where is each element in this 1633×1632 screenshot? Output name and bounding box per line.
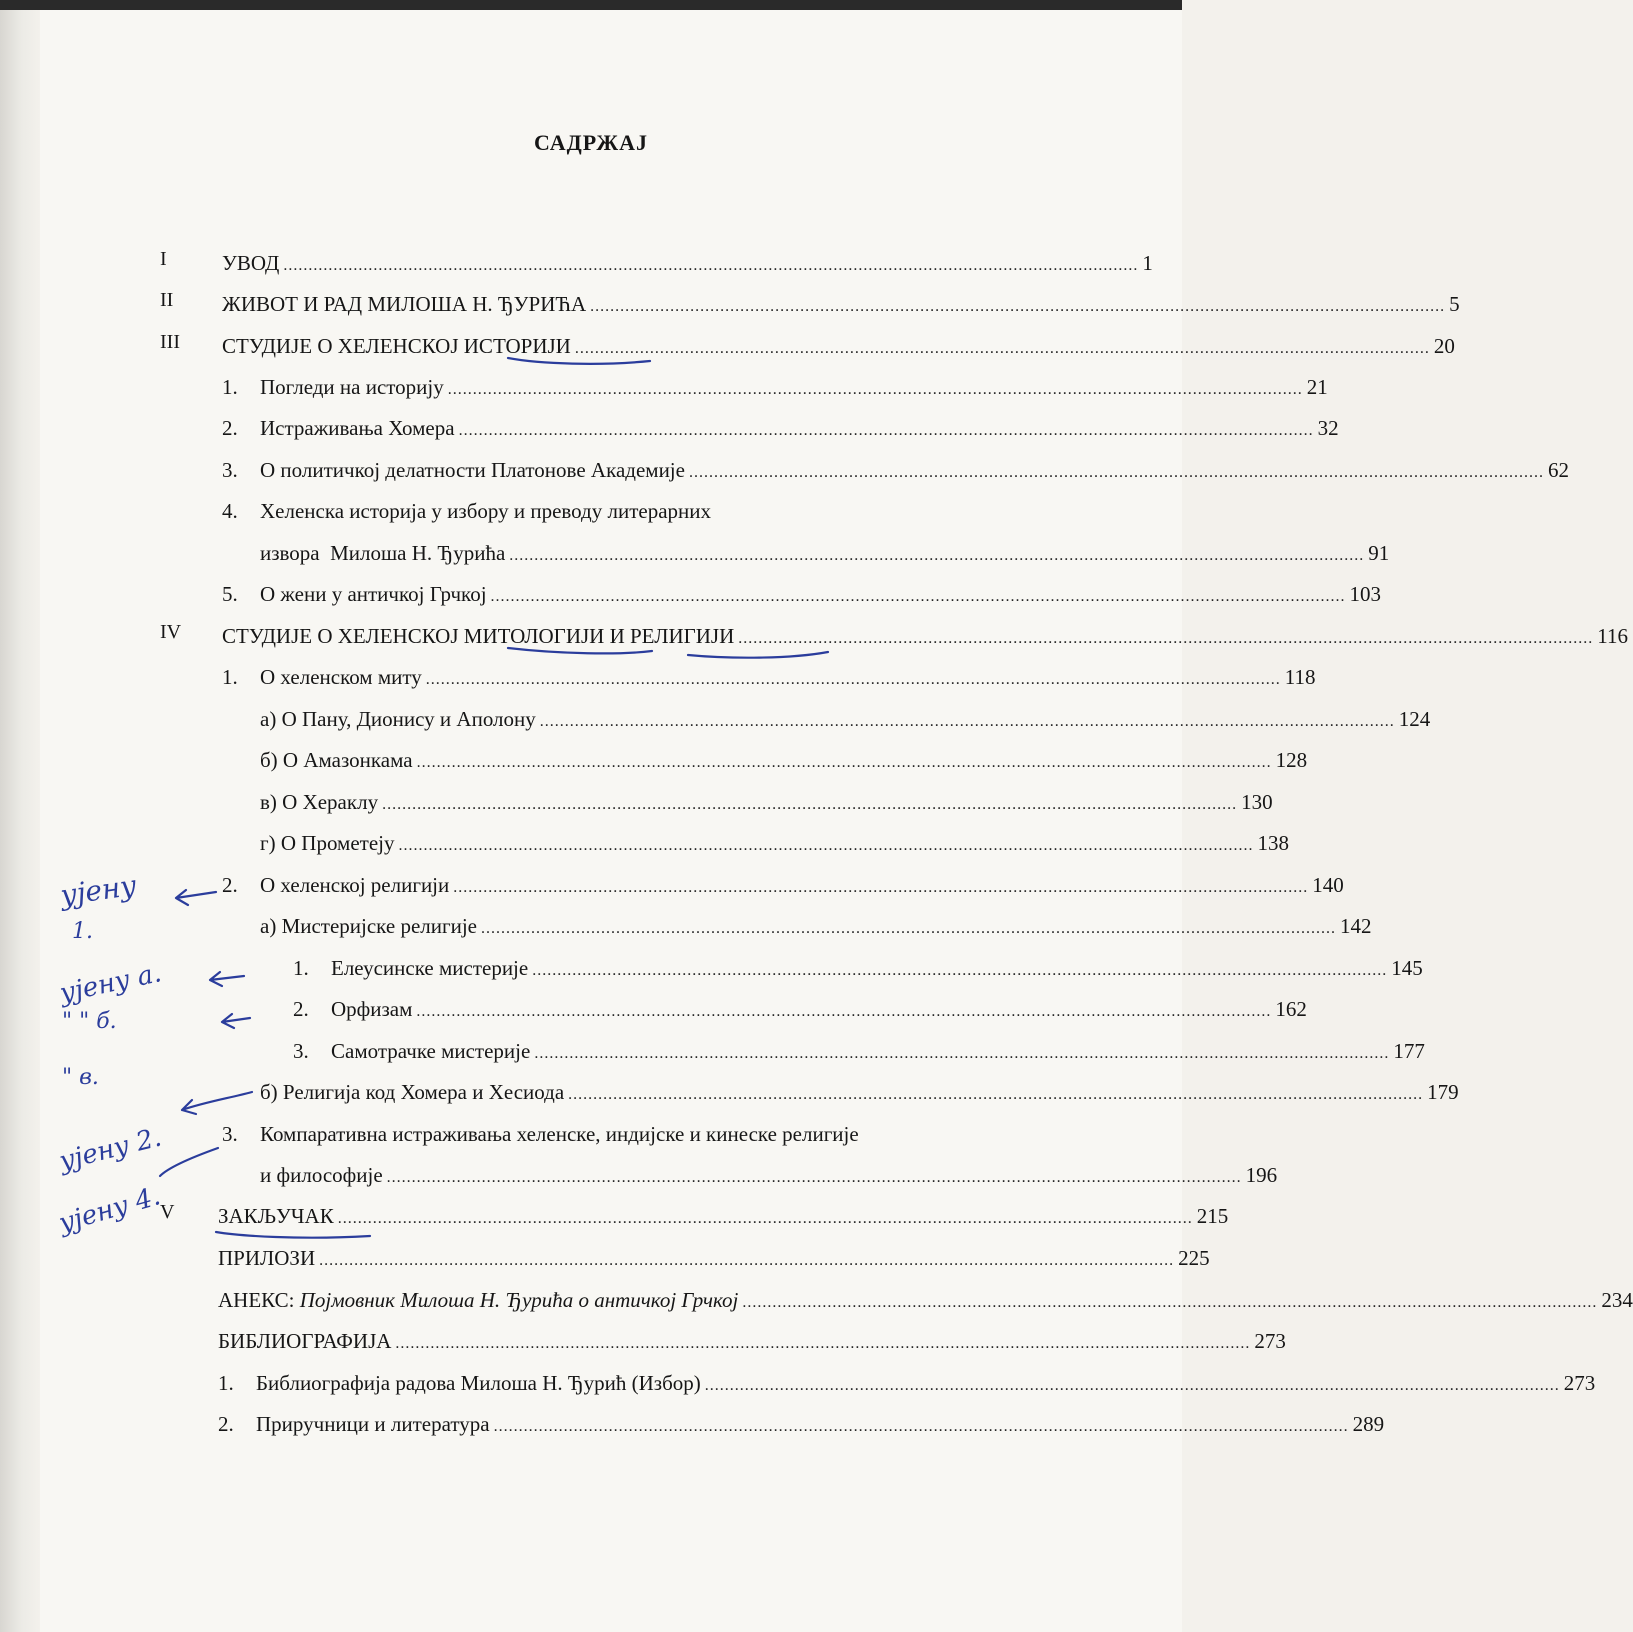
toc-entry-label: Орфизам bbox=[331, 997, 413, 1021]
toc-entry-label: б) О Амазонкама bbox=[260, 748, 413, 772]
dot-leader: ........................................................................................................................................................................... bbox=[453, 879, 1309, 896]
toc-entry-continuation bbox=[260, 538, 1390, 568]
toc-page-number: 128 bbox=[1275, 748, 1308, 772]
toc-page-number: 62 bbox=[1547, 458, 1569, 482]
toc-entry bbox=[222, 621, 1629, 651]
toc-entry bbox=[218, 1409, 1385, 1439]
handwritten-note: " " б. bbox=[62, 1009, 117, 1034]
dot-leader: ........................................................................................................................................................................... bbox=[539, 713, 1395, 730]
dot-leader: ........................................................................................................................................................................... bbox=[283, 257, 1139, 274]
toc-entry-label: О хеленској религији bbox=[260, 873, 450, 897]
toc-entry bbox=[260, 911, 1372, 941]
dot-leader: ........................................................................................................................................................................... bbox=[738, 630, 1594, 647]
handwritten-note: ујену 2. bbox=[56, 1122, 165, 1177]
toc-entry-label: извора Милоша Н. Ђурића bbox=[260, 541, 506, 565]
dot-leader: ........................................................................................................................................................................... bbox=[458, 422, 1314, 439]
toc-entry bbox=[222, 248, 1153, 278]
toc-entry-number: 1. bbox=[222, 375, 238, 399]
dot-leader: ........................................................................................................................................................................... bbox=[319, 1252, 1175, 1269]
dot-leader: ........................................................................................................................................................................... bbox=[490, 588, 1346, 605]
toc-page-number: 273 bbox=[1254, 1329, 1286, 1353]
toc-roman-numeral: IV bbox=[160, 621, 182, 643]
toc-page-number: 138 bbox=[1257, 831, 1289, 855]
toc-entry-label: О жени у античкој Грчкој bbox=[260, 582, 487, 606]
toc-entry-number: 1. bbox=[218, 1371, 234, 1395]
toc-entry-label: Хеленска историја у избору и преводу литерарних bbox=[260, 499, 712, 523]
toc-entry bbox=[293, 994, 1307, 1024]
toc-entry-number: 2. bbox=[293, 997, 309, 1021]
dot-leader: ........................................................................................................................................................................... bbox=[493, 1418, 1349, 1435]
toc-page-number: 20 bbox=[1433, 334, 1455, 358]
toc-entry bbox=[293, 953, 1423, 983]
toc-entry-label: Елеусинске мистерије bbox=[331, 956, 529, 980]
toc-page-number: 140 bbox=[1312, 873, 1344, 897]
toc-entry-label: Истраживања Хомера bbox=[260, 416, 455, 440]
toc-page-number: 145 bbox=[1391, 956, 1423, 980]
toc-roman-numeral: III bbox=[160, 331, 180, 353]
dot-leader: ........................................................................................................................................................................... bbox=[704, 1377, 1560, 1394]
toc-entry bbox=[222, 331, 1455, 361]
toc-entry-label: Приручници и литература bbox=[256, 1412, 490, 1436]
toc-entry-label: и философије bbox=[260, 1163, 383, 1187]
toc-entry bbox=[222, 372, 1328, 402]
toc-page-number: 32 bbox=[1317, 416, 1339, 440]
toc-page-number: 215 bbox=[1196, 1204, 1229, 1228]
toc-entry bbox=[222, 870, 1344, 900]
toc-entry-label: ЗАКЉУЧАК bbox=[218, 1204, 334, 1228]
toc-entry-label: Погледи на историју bbox=[260, 375, 444, 399]
toc-page-number: 179 bbox=[1427, 1080, 1459, 1104]
dot-leader: ........................................................................................................................................................................... bbox=[337, 1210, 1193, 1227]
toc-page-number: 124 bbox=[1398, 707, 1431, 731]
toc-entry bbox=[218, 1243, 1210, 1273]
toc-page-number: 196 bbox=[1245, 1163, 1278, 1187]
dot-leader: ........................................................................................................................................................................... bbox=[416, 754, 1272, 771]
page-title: САДРЖАЈ bbox=[533, 130, 649, 155]
dot-leader: ........................................................................................................................................................................... bbox=[574, 340, 1430, 357]
toc-entry bbox=[260, 787, 1273, 817]
toc-entry-label: БИБЛИОГРАФИЈА bbox=[218, 1329, 392, 1353]
handwritten-note: ујену а. bbox=[57, 958, 164, 1009]
toc-page-number: 103 bbox=[1349, 582, 1382, 606]
toc-roman-numeral: V bbox=[160, 1201, 175, 1223]
toc-entry bbox=[218, 1368, 1596, 1398]
dot-leader: ........................................................................................................................................................................... bbox=[398, 837, 1254, 854]
toc-roman-numeral: II bbox=[160, 289, 174, 311]
dot-leader: ........................................................................................................................................................................... bbox=[382, 796, 1238, 813]
toc-entry-label: СТУДИЈЕ О ХЕЛЕНСКОЈ ИСТОРИЈИ bbox=[222, 334, 571, 358]
toc-page-number: 116 bbox=[1597, 624, 1629, 648]
toc-entry-label: СТУДИЈЕ О ХЕЛЕНСКОЈ МИТОЛОГИЈИ И РЕЛИГИЈИ bbox=[222, 624, 735, 648]
toc-page-number: 130 bbox=[1241, 790, 1273, 814]
toc-entry bbox=[222, 579, 1382, 609]
toc-entry-label: О политичкој делатности Платонове Академије bbox=[260, 458, 685, 482]
dot-leader: ........................................................................................................................................................................... bbox=[590, 298, 1446, 315]
toc-page-number: 162 bbox=[1275, 997, 1307, 1021]
toc-entry bbox=[218, 1326, 1286, 1356]
toc-entry bbox=[260, 1077, 1459, 1107]
dot-leader: ........................................................................................................................................................................... bbox=[534, 1045, 1390, 1062]
toc-entry bbox=[260, 704, 1431, 734]
toc-entry-label: О хеленском миту bbox=[260, 665, 422, 689]
toc-entry-label: Компаративна истраживања хеленске, индијске и кинеске религије bbox=[260, 1122, 859, 1146]
dot-leader: ........................................................................................................................................................................... bbox=[416, 1003, 1272, 1020]
dot-leader: ........................................................................................................................................................................... bbox=[480, 920, 1336, 937]
toc-entry-continuation bbox=[260, 1160, 1278, 1190]
toc-entry bbox=[260, 745, 1308, 775]
toc-page-number: 1 bbox=[1142, 251, 1153, 275]
dot-leader: ........................................................................................................................................................................... bbox=[568, 1086, 1424, 1103]
toc-entry-label: б) Религија код Хомера и Хесиода bbox=[260, 1080, 565, 1104]
toc-entry-label: ПРИЛОЗИ bbox=[218, 1246, 316, 1270]
toc-entry-label: Библиографија радова Милоша Н. Ђурић (Избор) bbox=[256, 1371, 701, 1395]
dot-leader: ........................................................................................................................................................................... bbox=[688, 464, 1544, 481]
toc-page-number: 234 bbox=[1601, 1288, 1633, 1312]
toc-page-number: 21 bbox=[1306, 375, 1328, 399]
handwritten-note: " в. bbox=[62, 1065, 99, 1090]
toc-entry-label: УВОД bbox=[222, 251, 280, 275]
toc-entry-number: 1. bbox=[293, 956, 309, 980]
toc-entry bbox=[218, 1201, 1229, 1231]
toc-entry-number: 2. bbox=[218, 1412, 234, 1436]
toc-entry-number: 3. bbox=[293, 1039, 309, 1063]
dot-leader: ........................................................................................................................................................................... bbox=[509, 547, 1365, 564]
dot-leader: ........................................................................................................................................................................... bbox=[447, 381, 1303, 398]
toc-entry-label-italic: Појмовник Милоша Н. Ђурића о античкој Грчкој bbox=[299, 1288, 739, 1312]
toc-page-number: 118 bbox=[1284, 665, 1316, 689]
dot-leader: ........................................................................................................................................................................... bbox=[532, 962, 1388, 979]
toc-roman-numeral: I bbox=[160, 248, 167, 270]
toc-entry-number: 2. bbox=[222, 416, 238, 440]
dot-leader: ........................................................................................................................................................................... bbox=[395, 1335, 1251, 1352]
toc-page-number: 142 bbox=[1339, 914, 1372, 938]
toc-entry bbox=[222, 289, 1460, 319]
toc-entry bbox=[222, 496, 711, 526]
handwritten-note: ујену 4. bbox=[55, 1181, 164, 1239]
toc-entry bbox=[218, 1285, 1633, 1315]
toc-entry-number: 2. bbox=[222, 873, 238, 897]
dot-leader: ........................................................................................................................................................................... bbox=[386, 1169, 1242, 1186]
toc-entry bbox=[222, 662, 1316, 692]
toc-page-number: 289 bbox=[1352, 1412, 1385, 1436]
toc-entry bbox=[222, 413, 1339, 443]
dot-leader: ........................................................................................................................................................................... bbox=[742, 1294, 1598, 1311]
dot-leader: ........................................................................................................................................................................... bbox=[425, 671, 1281, 688]
toc-entry-label: а) О Пану, Дионису и Аполону bbox=[260, 707, 536, 731]
toc-entry-label: г) О Прометеју bbox=[260, 831, 395, 855]
toc-entry bbox=[260, 828, 1289, 858]
toc-entry-label: АНЕКС: bbox=[218, 1288, 295, 1312]
toc-entry bbox=[222, 1119, 859, 1149]
toc-page-number: 91 bbox=[1368, 541, 1390, 565]
handwritten-note: ујену bbox=[58, 868, 139, 912]
toc-entry-label: ЖИВОТ И РАД МИЛОША Н. ЂУРИЋА bbox=[222, 292, 587, 316]
handwritten-note: 1. bbox=[72, 919, 93, 944]
toc-entry-label: в) О Хераклу bbox=[260, 790, 379, 814]
toc-entry bbox=[222, 455, 1569, 485]
toc-page-number: 273 bbox=[1563, 1371, 1596, 1395]
toc-page-number: 225 bbox=[1178, 1246, 1210, 1270]
toc-entry-number: 1. bbox=[222, 665, 238, 689]
toc-entry-number: 3. bbox=[222, 1122, 238, 1146]
toc-page-number: 5 bbox=[1449, 292, 1460, 316]
toc-entry-label: а) Мистеријске религије bbox=[260, 914, 477, 938]
toc-entry-number: 3. bbox=[222, 458, 238, 482]
toc-entry-label: Самотрачке мистерије bbox=[331, 1039, 531, 1063]
toc-entry bbox=[293, 1036, 1425, 1066]
toc-entry-number: 4. bbox=[222, 499, 238, 523]
toc-page-number: 177 bbox=[1393, 1039, 1425, 1063]
toc-entry-number: 5. bbox=[222, 582, 238, 606]
